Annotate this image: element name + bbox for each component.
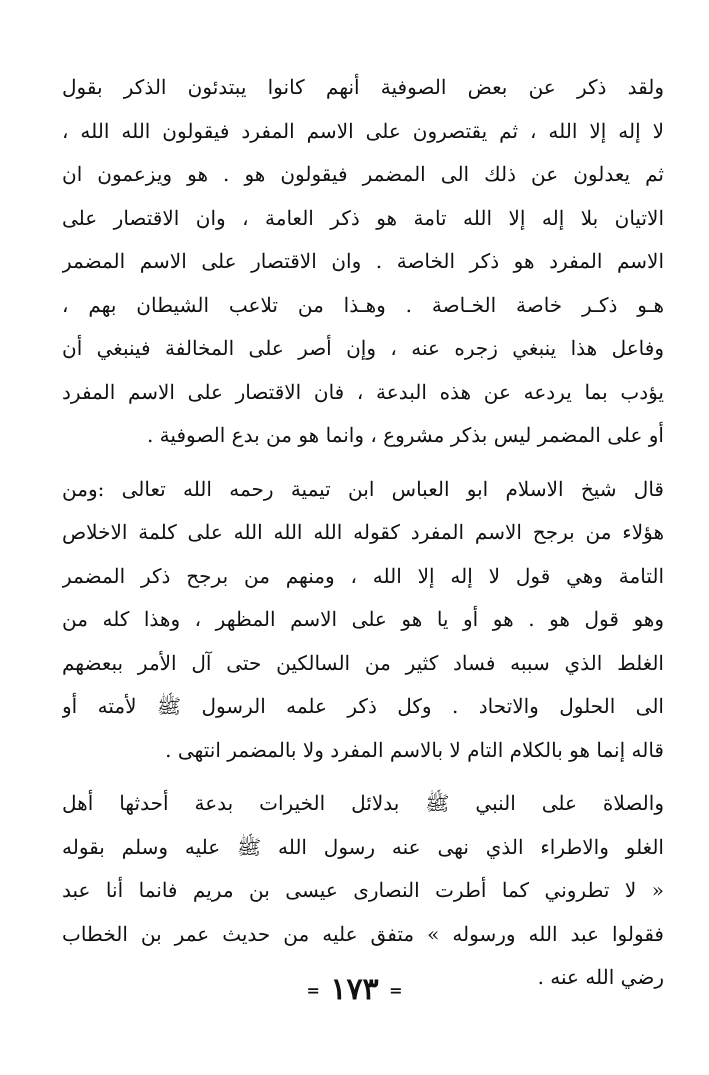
- text-line: الاتيان بلا إله إلا الله تامة هو ذكر العامة ، وان الاقتصار على: [62, 205, 664, 230]
- footer-ornament-right: =: [389, 981, 403, 1000]
- text-line: وفاعل هذا ينبغي زجره عنه ، وإن أصر على المخالفة فينبغي أن: [62, 336, 664, 360]
- text-line: هـو ذكـر خاصة الخـاصة . وهـذا من تلاعب الشيطان بهم ،: [62, 292, 664, 317]
- text-line: والصلاة على النبي ﷺ بدلائل الخيرات بدعة أحدثها أهل: [62, 791, 664, 815]
- text-line: لا إله إلا الله ، ثم يقتصرون على الاسم المفرد فيقولون الله الله ،: [62, 118, 664, 143]
- text-line: « لا تطروني كما أطرت النصارى عيسى بن مريم فانما أنا عبد: [62, 878, 664, 902]
- text-line: ولقد ذكر عن بعض الصوفية أنهم كانوا يبتدئون الذكر بقول: [62, 75, 664, 99]
- page-number-footer: [0, 968, 709, 1013]
- text-line: قاله إنما هو بالكلام التام لا بالاسم المفرد ولا بالمضمر انتهى .: [165, 737, 664, 762]
- paragraph-dalail-khayrat: [62, 782, 664, 1000]
- footer-ornament-left: =: [306, 981, 320, 1000]
- text-line: وهو قول هو . هو أو يا هو على الاسم المظهر ، وهذا كله من: [62, 607, 664, 631]
- text-line: هؤلاء من برجح الاسم المفرد كقوله الله الله الله على كلمة الاخلاص: [62, 520, 664, 544]
- text-line: قال شيخ الاسلام ابو العباس ابن تيمية رحمه الله تعالى :ومن: [62, 476, 664, 501]
- text-line: رضي الله عنه .: [537, 965, 664, 989]
- text-line: ثم يعدلون عن ذلك الى المضمر فيقولون هو . هو ويزعمون ان: [62, 162, 664, 186]
- text-line: فقولوا عبد الله ورسوله » متفق عليه من حديث عمر بن الخطاب: [62, 921, 664, 946]
- text-line: الغلط الذي سببه فساد كثير من السالكين حتى آل الأمر ببعضهم: [62, 650, 664, 675]
- text-line: أو على المضمر ليس بذكر مشروع ، وانما هو من بدع الصوفية .: [146, 423, 664, 447]
- text-line: الى الحلول والاتحاد . وكل ذكر علمه الرسول ﷺ لأمته أو: [62, 694, 664, 718]
- page-body: [62, 66, 664, 1000]
- text-line: التامة وهي قول لا إله إلا الله ، ومنهم من برجح ذكر المضمر: [62, 563, 664, 588]
- text-line: يؤدب بما يردعه عن هذه البدعة ، فان الاقتصار على الاسم المفرد: [62, 379, 664, 404]
- paragraph-ibn-taymiyya-quote: [62, 468, 664, 773]
- text-line: الاسم المفرد هو ذكر الخاصة . وان الاقتصار على الاسم المضمر: [62, 249, 664, 273]
- paragraph-sufi-dhikr: [62, 66, 664, 458]
- text-line: الغلو والاطراء الذي نهى عنه رسول الله ﷺ عليه وسلم بقوله: [62, 834, 664, 859]
- page-number: ١٧٣: [330, 972, 379, 1007]
